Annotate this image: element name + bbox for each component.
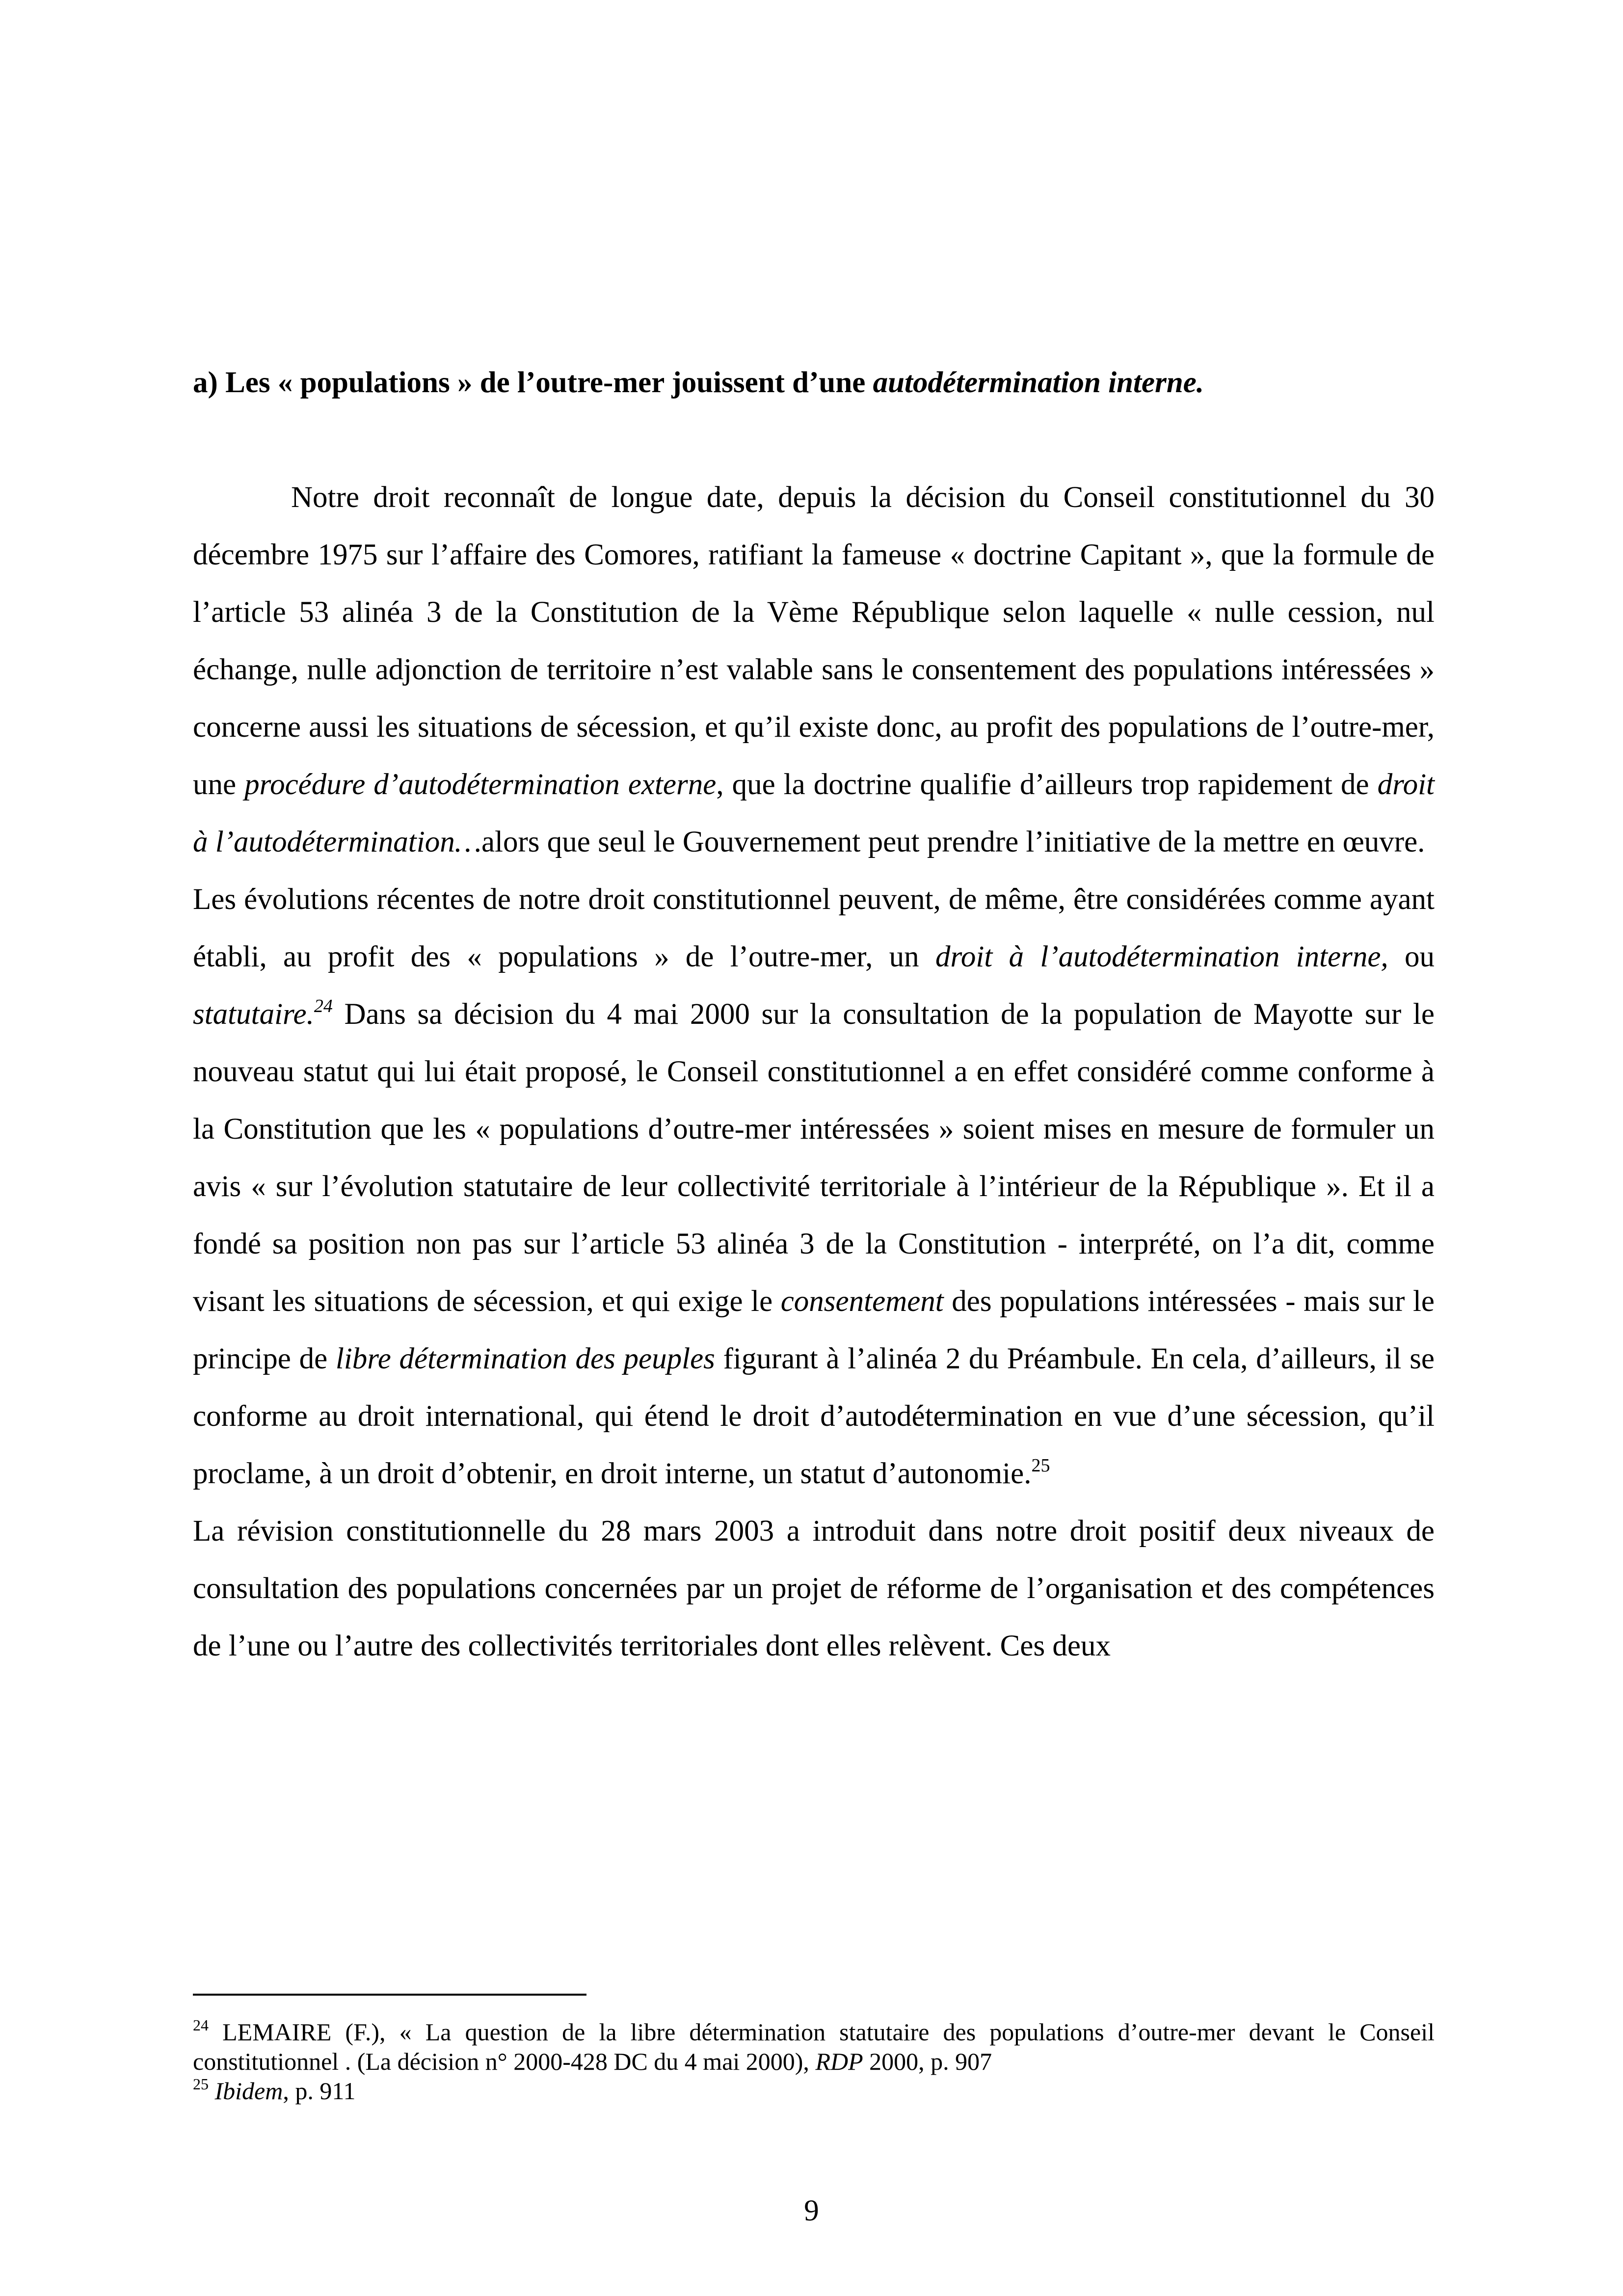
p2-italic-3: consentement xyxy=(780,1285,944,1318)
footnote-25-page: , p. 911 xyxy=(283,2077,356,2105)
heading-italic: autodétermination interne. xyxy=(873,366,1204,399)
paragraph-1 xyxy=(193,469,1435,871)
p3-text-1: La révision constitutionnelle du 28 mars 2003 a introduit dans notre droit positif deux niveaux de consultation des populations concernées par un projet de réforme de l’organisation et des compétences de l’une ou l’autre des collectivités territoriales dont elles relèvent. Ces deux xyxy=(193,1515,1435,1662)
footnote-ref-24[interactable]: 24 xyxy=(314,996,333,1016)
heading-text: a) Les « populations » de l’outre-mer jouissent d’une xyxy=(193,366,873,399)
paragraph-3 xyxy=(193,1502,1435,1675)
p2-italic-2: statutaire. xyxy=(193,998,314,1031)
p1-text-1: Notre droit reconnaît de longue date, depuis la décision du Conseil constitutionnel du 30 décembre 1975 sur l’affaire des Comores, ratifiant la fameuse « doctrine Capitant », que la formule de l’article 53 alinéa 3 de la Constitution de la Vème République selon laquelle « nulle cession, nul échange, nulle adjonction de territoire n’est valable sans le consentement des populations intéressées » concerne aussi les situations de sécession, et qu’il existe donc, au profit des populations de l’outre-mer, une xyxy=(193,481,1435,801)
body-text xyxy=(193,469,1435,1675)
p2-text-5: figurant à l’alinéa 2 du Préambule. En cela, d’ailleurs, il se conforme au droit international, qui étend le droit d’autodétermination en vue d’une sécession, qu’il proclame, à un droit d’obtenir, en droit interne, un statut d’autonomie. xyxy=(193,1342,1435,1490)
p1-text-2: , que la doctrine qualifie d’ailleurs trop rapidement de xyxy=(716,768,1378,801)
footnote-25-ibidem: Ibidem xyxy=(214,2077,283,2105)
p2-text-4: des populations intéressées - mais sur le principe de xyxy=(193,1285,1435,1375)
footnote-24 xyxy=(193,2017,1435,2076)
footnote-24-page: 2000, p. 907 xyxy=(863,2048,992,2075)
footnote-24-text: LEMAIRE (F.), « La question de la libre détermination statutaire des populations d’outre-mer devant le Conseil constitutionnel . (La décision n° 2000-428 DC du 4 mai 2000), xyxy=(193,2018,1435,2075)
p2-text-2: ou xyxy=(1388,940,1435,973)
p1-text-3: alors que seul le Gouvernement peut prendre l’initiative de la mettre en œuvre. xyxy=(481,826,1425,858)
footnote-25-number: 25 xyxy=(193,2075,209,2093)
p2-italic-1: droit à l’autodétermination interne, xyxy=(935,940,1388,973)
footnotes xyxy=(193,2017,1435,2106)
footnote-ref-25[interactable]: 25 xyxy=(1031,1455,1050,1476)
footnote-24-number: 24 xyxy=(193,2016,209,2034)
p2-text-1: Les évolutions récentes de notre droit constitutionnel peuvent, de même, être considérées comme ayant établi, au profit des « populations » de l’outre-mer, un xyxy=(193,883,1435,973)
page-number: 9 xyxy=(804,2194,819,2227)
p2-text-3: Dans sa décision du 4 mai 2000 sur la consultation de la population de Mayotte sur le nouveau statut qui lui était proposé, le Conseil constitutionnel a en effet considéré comme conforme à la Constitution que les « populations d’outre-mer intéressées » soient mises en mesure de formuler un avis « sur l’évolution statutaire de leur collectivité territoriale à l’intérieur de la République ». Et il a fondé sa position non pas sur l’article 53 alinéa 3 de la Constitution - interprété, on l’a dit, comme visant les situations de sécession, et qui exige le xyxy=(193,998,1435,1318)
paragraph-2 xyxy=(193,871,1435,1502)
footnote-25 xyxy=(193,2076,1435,2106)
p1-italic-2: droit à l’autodétermination… xyxy=(193,768,1435,858)
footnote-separator xyxy=(193,1994,586,1996)
section-heading xyxy=(193,363,1435,402)
footnote-24-journal: RDP xyxy=(815,2048,863,2075)
p2-italic-4: libre détermination des peuples xyxy=(335,1342,715,1375)
p1-italic-1: procédure d’autodétermination externe xyxy=(244,768,717,801)
